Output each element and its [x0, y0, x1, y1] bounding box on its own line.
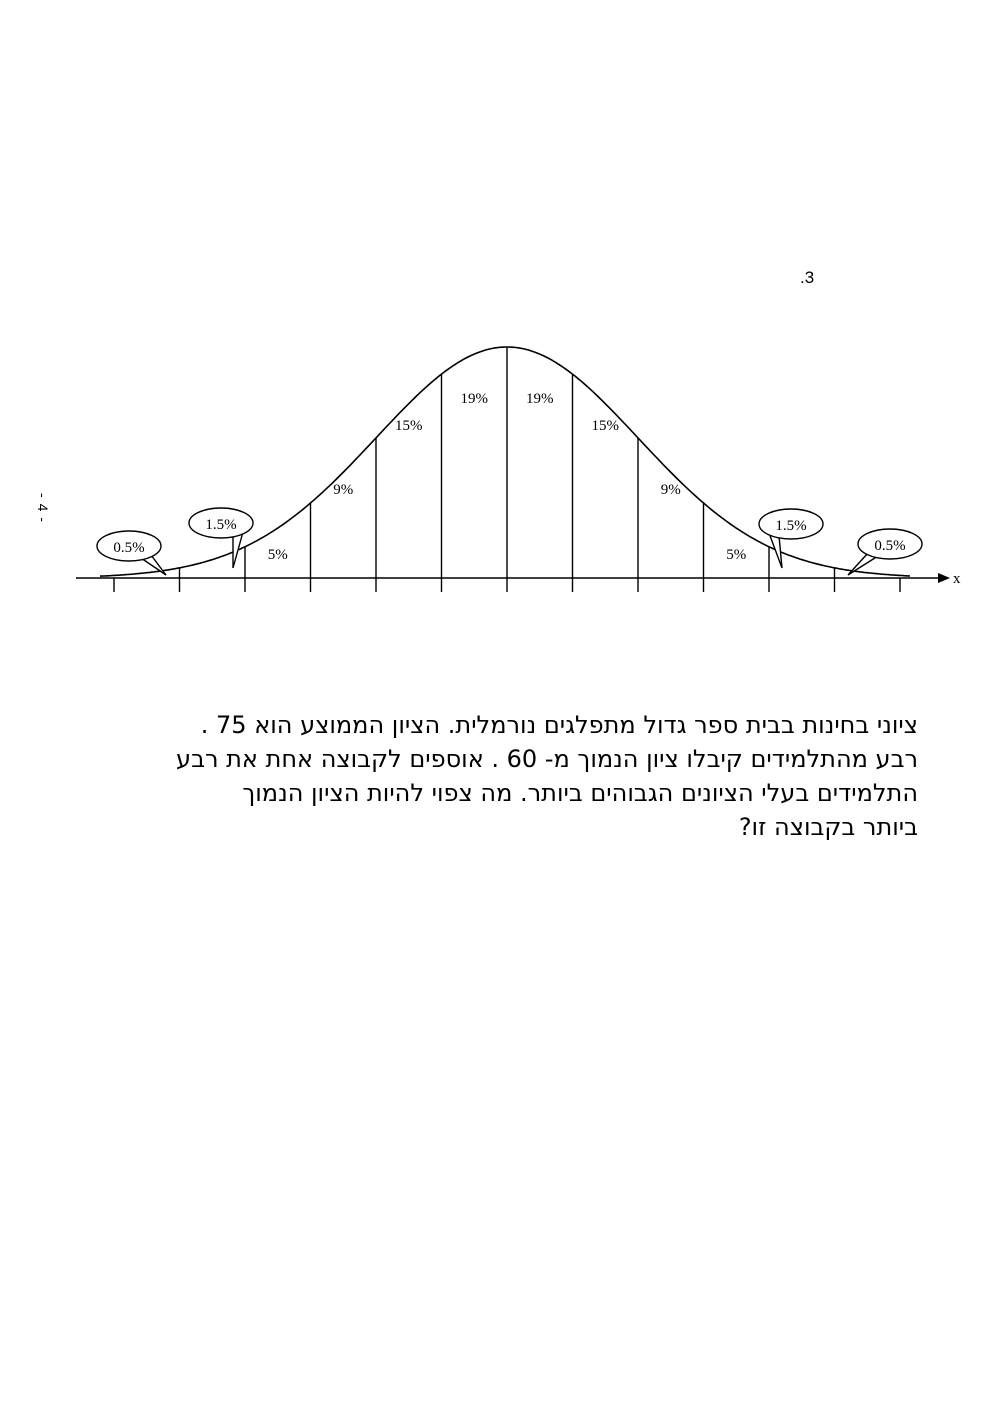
region-label: 15% — [395, 418, 423, 435]
region-label: 19% — [460, 391, 488, 407]
question-line: רבע מהתלמידים קיבלו ציון הנמוך מ- 60 . אוספים לקבוצה אחת את רבע — [176, 745, 918, 773]
callout-bubble — [189, 508, 253, 568]
x-axis-arrowhead — [938, 573, 950, 583]
region-label: 5% — [267, 547, 288, 564]
x-axis-label: x — [953, 571, 961, 587]
region-label: 9% — [333, 481, 354, 498]
region-label: 1.5% — [205, 517, 237, 533]
question-number: .3 — [800, 268, 815, 287]
region-label: 5% — [726, 547, 747, 564]
question-line: ציוני בחינות בבית ספר גדול מתפלגים נורמלית. הציון הממוצע הוא 75 . — [200, 711, 918, 739]
callout-pointer — [233, 532, 243, 568]
region-label: 0.5% — [113, 540, 145, 556]
question-line: ביותר בקבוצה זו? — [738, 813, 918, 841]
region-label: 15% — [591, 418, 619, 435]
region-label: 1.5% — [775, 518, 807, 534]
region-label: 0.5% — [874, 538, 906, 554]
x-axis — [76, 571, 961, 587]
region-label: 19% — [526, 391, 554, 407]
region-dividers — [180, 347, 835, 578]
page-number: - 4 - — [34, 493, 51, 523]
callout-bubble — [848, 529, 922, 575]
question-line: התלמידים בעלי הציונים הגבוהים ביותר. מה צפוי להיות הציון הנמוך — [242, 779, 918, 807]
region-labels — [97, 391, 922, 575]
region-label: 9% — [660, 481, 681, 498]
bell-curve — [100, 347, 910, 576]
callout-bubble — [97, 531, 166, 575]
question-text — [76, 708, 918, 844]
axis-ticks — [114, 578, 900, 592]
